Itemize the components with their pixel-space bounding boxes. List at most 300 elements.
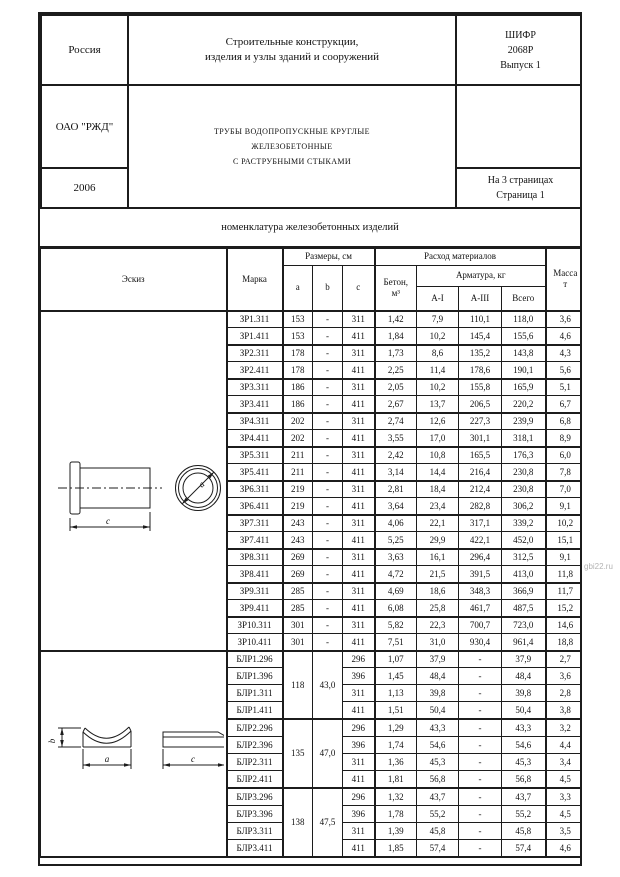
- rebar-a3-cell: -: [459, 737, 502, 754]
- mark-cell: ЗР1.411: [227, 328, 283, 345]
- dim-c-cell: 411: [343, 771, 375, 788]
- header-dimensions: Размеры, см: [283, 249, 375, 266]
- rebar-total-cell: 961,4: [502, 634, 546, 651]
- rebar-total-cell: 366,9: [502, 583, 546, 600]
- dim-b-cell: -: [313, 634, 343, 651]
- title-block: [40, 14, 582, 209]
- rebar-a1-cell: 21,5: [417, 566, 459, 583]
- rebar-a1-cell: 57,4: [417, 840, 459, 857]
- mass-cell: 15,1: [546, 532, 582, 549]
- rebar-a3-cell: -: [459, 702, 502, 719]
- rebar-a3-cell: 296,4: [459, 549, 502, 566]
- pipe-sketch-cell: [41, 311, 227, 651]
- dim-c-cell: 311: [343, 379, 375, 396]
- rebar-a1-cell: 10,8: [417, 447, 459, 464]
- rebar-total-cell: 39,8: [502, 685, 546, 702]
- mass-cell: 4,4: [546, 737, 582, 754]
- dim-a-cell: 269: [283, 549, 313, 566]
- mark-cell: ЗР10.311: [227, 617, 283, 634]
- dim-b-cell: -: [313, 413, 343, 430]
- mark-cell: ЗР8.311: [227, 549, 283, 566]
- rebar-total-cell: 50,4: [502, 702, 546, 719]
- rebar-a1-cell: 39,8: [417, 685, 459, 702]
- header-sketch: Эскиз: [41, 249, 227, 311]
- dim-c-cell: 396: [343, 737, 375, 754]
- mark-cell: ЗР6.311: [227, 481, 283, 498]
- rebar-a1-cell: 48,4: [417, 668, 459, 685]
- dim-b-cell: -: [313, 345, 343, 362]
- mass-cell: 4,5: [546, 771, 582, 788]
- table-header: [41, 249, 583, 311]
- mass-cell: 3,6: [546, 668, 582, 685]
- rebar-total-cell: 43,7: [502, 788, 546, 806]
- dim-a-cell: 153: [283, 328, 313, 345]
- rebar-total-cell: 143,8: [502, 345, 546, 362]
- header-mass-line2: т: [563, 279, 568, 290]
- dim-c-cell: 311: [343, 617, 375, 634]
- rebar-a1-cell: 13,7: [417, 396, 459, 413]
- year-cell: 2006: [41, 168, 128, 208]
- cipher-line2: 2068Р: [507, 44, 534, 56]
- rebar-total-cell: 239,9: [502, 413, 546, 430]
- concrete-cell: 2,81: [375, 481, 417, 498]
- rebar-a1-cell: 54,6: [417, 737, 459, 754]
- rebar-a1-cell: 16,1: [417, 549, 459, 566]
- dim-a-cell: 285: [283, 583, 313, 600]
- dim-a-cell: 186: [283, 396, 313, 413]
- rebar-a1-cell: 12,6: [417, 413, 459, 430]
- header-concrete-line2: м³: [391, 287, 400, 298]
- concrete-cell: 3,64: [375, 498, 417, 515]
- dim-a-cell: 219: [283, 481, 313, 498]
- subtitle-text: номенклатура железобетонных изделий: [221, 222, 399, 233]
- blr-table-row: [41, 651, 583, 668]
- rebar-a3-cell: 212,4: [459, 481, 502, 498]
- dim-c-cell: 311: [343, 583, 375, 600]
- mark-cell: ЗР2.411: [227, 362, 283, 379]
- mass-cell: 6,0: [546, 447, 582, 464]
- mark-cell: ЗР5.311: [227, 447, 283, 464]
- pages-line2: Страница 1: [496, 190, 545, 201]
- mark-cell: БЛР2.296: [227, 719, 283, 737]
- dim-c-cell: 311: [343, 447, 375, 464]
- mass-cell: 4,6: [546, 840, 582, 857]
- pipe-sketch: [42, 312, 224, 650]
- dim-a-cell: 269: [283, 566, 313, 583]
- rebar-total-cell: 155,6: [502, 328, 546, 345]
- mass-cell: 4,6: [546, 328, 582, 345]
- concrete-cell: 7,51: [375, 634, 417, 651]
- mass-cell: 11,7: [546, 583, 582, 600]
- header-materials: Расход материалов: [375, 249, 546, 266]
- dim-c-cell: 296: [343, 719, 375, 737]
- dim-b-merged-cell: 47,0: [313, 719, 343, 788]
- nomenclature-table: [40, 248, 582, 866]
- dim-c-cell: 311: [343, 754, 375, 771]
- doc-title-line3: С РАСТРУБНЫМИ СТЫКАМИ: [232, 157, 352, 167]
- mark-cell: ЗР6.411: [227, 498, 283, 515]
- rebar-a3-cell: 391,5: [459, 566, 502, 583]
- header-concrete-line1: Бетон,: [383, 276, 409, 287]
- saddle-side-view: [163, 732, 224, 747]
- mass-cell: 6,7: [546, 396, 582, 413]
- rebar-a1-cell: 43,3: [417, 719, 459, 737]
- rebar-total-cell: 312,5: [502, 549, 546, 566]
- bottom-strip-cell: [41, 857, 583, 867]
- dim-a-cell: 202: [283, 430, 313, 447]
- dim-b-cell: -: [313, 311, 343, 328]
- rebar-total-cell: 54,6: [502, 737, 546, 754]
- dim-a-cell: 178: [283, 345, 313, 362]
- mark-cell: ЗР3.311: [227, 379, 283, 396]
- rebar-a1-cell: 56,8: [417, 771, 459, 788]
- rebar-a3-cell: 206,5: [459, 396, 502, 413]
- concrete-cell: 6,08: [375, 600, 417, 617]
- header-mark: Марка: [227, 249, 283, 311]
- dim-c-cell: 396: [343, 806, 375, 823]
- dim-a-cell: 211: [283, 464, 313, 481]
- mass-cell: 4,3: [546, 345, 582, 362]
- dim-a-merged-cell: 118: [283, 651, 313, 719]
- page-frame: [38, 12, 582, 866]
- rebar-total-cell: 48,4: [502, 668, 546, 685]
- rebar-total-cell: 118,0: [502, 311, 546, 328]
- mass-cell: 5,6: [546, 362, 582, 379]
- mark-cell: БЛР1.311: [227, 685, 283, 702]
- dim-a-cell: 178: [283, 362, 313, 379]
- rebar-a1-cell: 10,2: [417, 379, 459, 396]
- rebar-a1-cell: 45,8: [417, 823, 459, 840]
- dim-c-cell: 411: [343, 464, 375, 481]
- concrete-cell: 1,45: [375, 668, 417, 685]
- cipher-cell: [456, 15, 582, 85]
- mass-cell: 11,8: [546, 566, 582, 583]
- rebar-total-cell: 37,9: [502, 651, 546, 668]
- mark-cell: ЗР9.411: [227, 600, 283, 617]
- concrete-cell: 1,74: [375, 737, 417, 754]
- dim-b-cell: -: [313, 396, 343, 413]
- dim-b-cell: -: [313, 328, 343, 345]
- header-rebar-total: Всего: [502, 287, 546, 311]
- concrete-cell: 3,55: [375, 430, 417, 447]
- dim-c-cell: 311: [343, 549, 375, 566]
- dim-c-cell: 296: [343, 651, 375, 668]
- dim-c-cell: 311: [343, 345, 375, 362]
- series-line1: Строительные конструкции,: [225, 36, 359, 49]
- concrete-cell: 5,82: [375, 617, 417, 634]
- mark-cell: ЗР4.411: [227, 430, 283, 447]
- dim-c-cell: 411: [343, 362, 375, 379]
- rebar-a3-cell: 422,1: [459, 532, 502, 549]
- dim-c-cell: 311: [343, 481, 375, 498]
- mass-cell: 3,4: [546, 754, 582, 771]
- rebar-a1-cell: 11,4: [417, 362, 459, 379]
- rebar-a3-cell: -: [459, 840, 502, 857]
- rebar-a3-cell: 317,1: [459, 515, 502, 532]
- rebar-total-cell: 176,3: [502, 447, 546, 464]
- doc-title-line1: ТРУБЫ ВОДОПРОПУСКНЫЕ КРУГЛЫЕ: [214, 126, 370, 136]
- concrete-cell: 1,36: [375, 754, 417, 771]
- dim-a-cell: 243: [283, 515, 313, 532]
- mass-cell: 9,1: [546, 549, 582, 566]
- mass-cell: 3,6: [546, 311, 582, 328]
- mark-cell: БЛР3.311: [227, 823, 283, 840]
- dim-a-cell: 211: [283, 447, 313, 464]
- rebar-a3-cell: 282,8: [459, 498, 502, 515]
- mark-cell: ЗР10.411: [227, 634, 283, 651]
- dim-c-cell: 411: [343, 634, 375, 651]
- rebar-total-cell: 45,8: [502, 823, 546, 840]
- header-dim-b: b: [313, 266, 343, 311]
- dim-a-cell: 186: [283, 379, 313, 396]
- rebar-a3-cell: -: [459, 754, 502, 771]
- concrete-cell: 2,25: [375, 362, 417, 379]
- dim-a-cell: 153: [283, 311, 313, 328]
- rebar-a1-cell: 55,2: [417, 806, 459, 823]
- rebar-total-cell: 339,2: [502, 515, 546, 532]
- concrete-cell: 1,13: [375, 685, 417, 702]
- cipher-line1: ШИФР: [505, 29, 536, 41]
- rebar-a3-cell: -: [459, 806, 502, 823]
- dim-b-cell: -: [313, 481, 343, 498]
- dim-c-cell: 411: [343, 532, 375, 549]
- rebar-a3-cell: -: [459, 685, 502, 702]
- mass-cell: 14,6: [546, 617, 582, 634]
- mark-cell: БЛР3.296: [227, 788, 283, 806]
- rebar-a3-cell: 461,7: [459, 600, 502, 617]
- rebar-a1-cell: 23,4: [417, 498, 459, 515]
- mark-cell: БЛР1.411: [227, 702, 283, 719]
- rebar-total-cell: 220,2: [502, 396, 546, 413]
- concrete-cell: 1,78: [375, 806, 417, 823]
- dim-c-cell: 311: [343, 823, 375, 840]
- rebar-a1-cell: 45,3: [417, 754, 459, 771]
- rebar-a1-cell: 18,4: [417, 481, 459, 498]
- concrete-cell: 4,06: [375, 515, 417, 532]
- rebar-a3-cell: 145,4: [459, 328, 502, 345]
- mark-cell: ЗР3.411: [227, 396, 283, 413]
- mass-cell: 7,8: [546, 464, 582, 481]
- rebar-a1-cell: 17,0: [417, 430, 459, 447]
- rebar-total-cell: 318,1: [502, 430, 546, 447]
- header-mass-line1: Масса: [553, 268, 578, 278]
- concrete-cell: 1,51: [375, 702, 417, 719]
- mark-cell: ЗР2.311: [227, 345, 283, 362]
- rebar-a1-cell: 31,0: [417, 634, 459, 651]
- dim-b-cell: -: [313, 379, 343, 396]
- rebar-a1-cell: 50,4: [417, 702, 459, 719]
- mark-cell: БЛР2.411: [227, 771, 283, 788]
- rebar-a3-cell: -: [459, 771, 502, 788]
- mass-cell: 2,8: [546, 685, 582, 702]
- rebar-a3-cell: -: [459, 668, 502, 685]
- saddle-sketch: [42, 652, 224, 856]
- concrete-cell: 1,42: [375, 311, 417, 328]
- mark-cell: ЗР4.311: [227, 413, 283, 430]
- concrete-cell: 1,73: [375, 345, 417, 362]
- dim-a-cell: 243: [283, 532, 313, 549]
- rebar-total-cell: 55,2: [502, 806, 546, 823]
- dim-b-cell: -: [313, 498, 343, 515]
- mark-cell: ЗР1.311: [227, 311, 283, 328]
- rebar-total-cell: 190,1: [502, 362, 546, 379]
- dimension-label-a: a: [196, 478, 207, 489]
- rebar-a1-cell: 8,6: [417, 345, 459, 362]
- rebar-a3-cell: 930,4: [459, 634, 502, 651]
- rebar-total-cell: 413,0: [502, 566, 546, 583]
- dim-b-cell: -: [313, 515, 343, 532]
- mark-cell: БЛР2.396: [227, 737, 283, 754]
- rebar-a3-cell: 165,5: [459, 447, 502, 464]
- dim-b-merged-cell: 43,0: [313, 651, 343, 719]
- doc-title-line2: ЖЕЛЕЗОБЕТОННЫЕ: [251, 141, 333, 151]
- mass-cell: 3,3: [546, 788, 582, 806]
- dim-c-cell: 311: [343, 685, 375, 702]
- dim-b-cell: -: [313, 532, 343, 549]
- mark-cell: БЛР3.396: [227, 806, 283, 823]
- pages-line1: На 3 страницах: [487, 175, 554, 186]
- mass-cell: 9,1: [546, 498, 582, 515]
- rebar-total-cell: 57,4: [502, 840, 546, 857]
- rebar-total-cell: 165,9: [502, 379, 546, 396]
- dim-b-cell: -: [313, 566, 343, 583]
- rebar-a3-cell: 700,7: [459, 617, 502, 634]
- country-cell: Россия: [41, 15, 128, 85]
- rebar-total-cell: 45,3: [502, 754, 546, 771]
- dim-b-cell: -: [313, 447, 343, 464]
- concrete-cell: 2,05: [375, 379, 417, 396]
- rebar-a1-cell: 37,9: [417, 651, 459, 668]
- dim-c-cell: 396: [343, 668, 375, 685]
- rebar-a3-cell: 155,8: [459, 379, 502, 396]
- dim-a-cell: 301: [283, 617, 313, 634]
- concrete-cell: 3,14: [375, 464, 417, 481]
- mass-cell: 3,8: [546, 702, 582, 719]
- rebar-total-cell: 487,5: [502, 600, 546, 617]
- mass-cell: 3,5: [546, 823, 582, 840]
- mark-cell: БЛР3.411: [227, 840, 283, 857]
- rebar-total-cell: 56,8: [502, 771, 546, 788]
- mass-cell: 18,8: [546, 634, 582, 651]
- empty-cell: [456, 85, 582, 168]
- dim-c-cell: 411: [343, 498, 375, 515]
- dimension-label-b: b: [47, 738, 58, 743]
- dimension-label-a: a: [105, 753, 110, 764]
- pages-cell: [456, 168, 582, 208]
- concrete-cell: 1,39: [375, 823, 417, 840]
- dim-c-cell: 411: [343, 702, 375, 719]
- rebar-a3-cell: 178,6: [459, 362, 502, 379]
- concrete-cell: 1,32: [375, 788, 417, 806]
- concrete-cell: 1,29: [375, 719, 417, 737]
- mass-cell: 15,2: [546, 600, 582, 617]
- rebar-total-cell: 723,0: [502, 617, 546, 634]
- rebar-total-cell: 43,3: [502, 719, 546, 737]
- concrete-cell: 3,63: [375, 549, 417, 566]
- series-line2: изделия и узлы зданий и сооружений: [204, 51, 380, 63]
- organization-cell: ОАО "РЖД": [41, 85, 128, 168]
- concrete-cell: 2,74: [375, 413, 417, 430]
- dim-a-cell: 285: [283, 600, 313, 617]
- rebar-total-cell: 230,8: [502, 464, 546, 481]
- rebar-a1-cell: 43,7: [417, 788, 459, 806]
- dim-b-cell: -: [313, 617, 343, 634]
- rebar-total-cell: 452,0: [502, 532, 546, 549]
- rebar-total-cell: 230,8: [502, 481, 546, 498]
- rebar-total-cell: 306,2: [502, 498, 546, 515]
- mark-cell: БЛР1.296: [227, 651, 283, 668]
- concrete-cell: 4,72: [375, 566, 417, 583]
- dim-a-cell: 301: [283, 634, 313, 651]
- rebar-a3-cell: 110,1: [459, 311, 502, 328]
- mass-cell: 10,2: [546, 515, 582, 532]
- mass-cell: 2,7: [546, 651, 582, 668]
- header-mass: [546, 249, 582, 311]
- dim-a-cell: 202: [283, 413, 313, 430]
- mass-cell: 3,2: [546, 719, 582, 737]
- cipher-line3: Выпуск 1: [500, 59, 541, 71]
- rebar-a1-cell: 14,4: [417, 464, 459, 481]
- rebar-a3-cell: -: [459, 719, 502, 737]
- document-title-cell: [128, 85, 456, 208]
- table-body: [41, 311, 583, 867]
- mass-cell: 7,0: [546, 481, 582, 498]
- series-cell: [128, 15, 456, 85]
- mark-cell: ЗР9.311: [227, 583, 283, 600]
- concrete-cell: 1,07: [375, 651, 417, 668]
- rebar-a3-cell: -: [459, 823, 502, 840]
- rebar-a1-cell: 18,6: [417, 583, 459, 600]
- dim-c-cell: 411: [343, 566, 375, 583]
- dim-b-cell: -: [313, 362, 343, 379]
- subtitle-row: [40, 209, 580, 248]
- rebar-a3-cell: 216,4: [459, 464, 502, 481]
- rebar-a3-cell: 348,3: [459, 583, 502, 600]
- mass-cell: 6,8: [546, 413, 582, 430]
- dim-b-cell: -: [313, 549, 343, 566]
- dim-a-cell: 219: [283, 498, 313, 515]
- dimension-label-c: c: [106, 515, 111, 526]
- dim-c-cell: 411: [343, 328, 375, 345]
- dim-c-cell: 296: [343, 788, 375, 806]
- mass-cell: 8,9: [546, 430, 582, 447]
- dim-a-merged-cell: 135: [283, 719, 313, 788]
- mark-cell: ЗР7.411: [227, 532, 283, 549]
- concrete-cell: 5,25: [375, 532, 417, 549]
- dim-c-cell: 411: [343, 430, 375, 447]
- dim-c-cell: 311: [343, 413, 375, 430]
- rebar-a1-cell: 25,8: [417, 600, 459, 617]
- saddle-sketch-cell: [41, 651, 227, 857]
- header-rebar-a3: А-III: [459, 287, 502, 311]
- header-dim-c: c: [343, 266, 375, 311]
- concrete-cell: 1,85: [375, 840, 417, 857]
- dim-c-cell: 411: [343, 600, 375, 617]
- header-concrete: [375, 266, 417, 311]
- dim-c-cell: 311: [343, 515, 375, 532]
- rebar-a3-cell: 301,1: [459, 430, 502, 447]
- mark-cell: БЛР2.311: [227, 754, 283, 771]
- concrete-cell: 2,67: [375, 396, 417, 413]
- rebar-a1-cell: 22,3: [417, 617, 459, 634]
- rebar-a1-cell: 29,9: [417, 532, 459, 549]
- dim-b-cell: -: [313, 464, 343, 481]
- dim-c-cell: 411: [343, 840, 375, 857]
- dim-c-cell: 411: [343, 396, 375, 413]
- mass-cell: 5,1: [546, 379, 582, 396]
- dim-b-cell: -: [313, 583, 343, 600]
- rebar-a3-cell: -: [459, 788, 502, 806]
